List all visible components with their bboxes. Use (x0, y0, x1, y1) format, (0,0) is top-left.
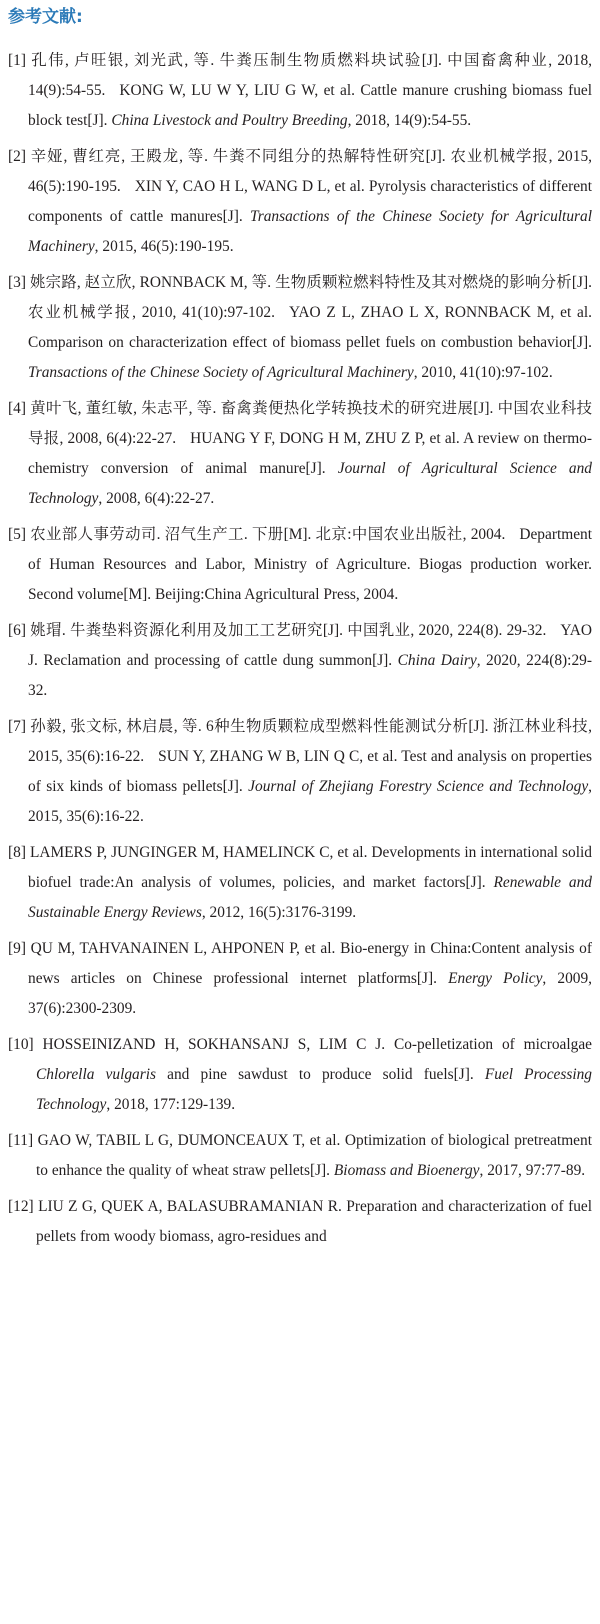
reference-item-8 (8, 838, 592, 928)
reference-item-4 (8, 394, 592, 514)
ref-english-tail: , 2018, 14(9):54-55. (347, 112, 472, 129)
ref-english: HUANG Y F, DONG H M, ZHU Z P, et al. A review on thermo-chemistry conversion of animal manure[J]. (28, 430, 593, 477)
ref-chinese: 孙毅, 张文标, 林启晨, 等. 6种生物质颗粒成型燃料性能测试分析[J]. 浙江林业科技, 2015, 35(6):16-22. (28, 718, 592, 765)
ref-number: [4] (8, 400, 26, 417)
ref-chinese: 黄叶飞, 董红敏, 朱志平, 等. 畜禽粪便热化学转换技术的研究进展[J]. 中国农业科技导报, 2008, 6(4):22-27. (28, 400, 592, 447)
ref-journal: Biomass and Bioenergy (333, 1162, 480, 1179)
ref-number: [5] (8, 526, 26, 543)
ref-number: [2] (8, 148, 26, 165)
ref-number: [8] (8, 844, 26, 861)
ref-english: YAO J. Reclamation and processing of cattle dung summon[J]. (28, 622, 592, 669)
reference-item-2 (8, 142, 592, 262)
ref-chinese: 姚宗路, 赵立欣, RONNBACK M, 等. 生物质颗粒燃料特性及其对燃烧的影响分析[J]. 农业机械学报, 2010, 41(10):97-102. (28, 274, 592, 321)
ref-english-tail: , 2012, 16(5):3176-3199. (201, 904, 357, 921)
ref-number: [6] (8, 622, 26, 639)
reference-item-10 (8, 1030, 592, 1120)
ref-journal: Fuel Processing Technology (36, 1066, 592, 1113)
ref-english: LIU Z G, QUEK A, BALASUBRAMANIAN R. Preparation and characterization of fuel pellets from woody biomass, agro-residues and (36, 1198, 593, 1245)
ref-english: LAMERS P, JUNGINGER M, HAMELINCK C, et al. Developments in international solid biofuel trade:An analysis of volumes, policies, and market factors[J]. (28, 844, 592, 891)
ref-species: Chlorella vulgaris (36, 1066, 157, 1083)
ref-journal: Journal of Agricultural Science and Technology (28, 460, 592, 507)
ref-number: [3] (8, 274, 26, 291)
ref-number: [11] (8, 1132, 34, 1149)
ref-number: [12] (8, 1198, 34, 1215)
ref-english-tail: , 2017, 97:77-89. (479, 1162, 586, 1179)
ref-english: YAO Z L, ZHAO L X, RONNBACK M, et al. Comparison on characterization effect of biomass pellet fuels on combustion behavior[J]. (28, 304, 592, 351)
reference-item-6 (8, 616, 592, 706)
ref-english: Department of Human Resources and Labor, Ministry of Agriculture. Biogas production worker. Second volume[M]. Beijing:China Agricultural Press, 2004. (28, 526, 592, 603)
ref-english-tail: , 2008, 6(4):22-27. (98, 490, 215, 507)
reference-item-7 (8, 712, 592, 832)
ref-english: KONG W, LU W Y, LIU G W, et al. Cattle manure crushing biomass fuel block test[J]. (28, 82, 592, 129)
ref-chinese: 辛娅, 曹红亮, 王殿龙, 等. 牛粪不同组分的热解特性研究[J]. 农业机械学报, 2015, 46(5):190-195. (28, 148, 592, 195)
reference-item-5 (8, 520, 592, 610)
ref-number: [7] (8, 718, 26, 735)
ref-journal: Renewable and Sustainable Energy Reviews (28, 874, 592, 921)
ref-chinese: 姚瑁. 牛粪垫料资源化利用及加工工艺研究[J]. 中国乳业, 2020, 224(8). 29-32. (30, 622, 547, 639)
reference-item-3 (8, 268, 592, 388)
ref-english: XIN Y, CAO H L, WANG D L, et al. Pyrolysis characteristics of different components of cattle manures[J]. (28, 178, 592, 225)
ref-number: [9] (8, 940, 26, 957)
ref-journal: China Livestock and Poultry Breeding (111, 112, 348, 129)
ref-english: SUN Y, ZHANG W B, LIN Q C, et al. Test and analysis on properties of six kinds of biomass pellets[J]. (28, 748, 592, 795)
ref-english-tail: , 2018, 177:129-139. (106, 1096, 236, 1113)
ref-journal: Transactions of the Chinese Society for Agricultural Machinery (28, 208, 592, 255)
ref-journal: Transactions of the Chinese Society of Agricultural Machinery (28, 364, 414, 381)
references-heading: 参考文献: (8, 7, 83, 27)
ref-english: HOSSEINIZAND H, SOKHANSANJ S, LIM C J. Co-pelletization of microalgae (42, 1036, 592, 1053)
ref-chinese: 孔伟, 卢旺银, 刘光武, 等. 牛粪压制生物质燃料块试验[J]. 中国畜禽种业, 2018, 14(9):54-55. (28, 52, 592, 99)
reference-item-12 (8, 1192, 592, 1252)
ref-journal: China Dairy (397, 652, 477, 669)
ref-journal: Journal of Zhejiang Forestry Science and Technology (248, 778, 589, 795)
ref-english-tail: , 2015, 46(5):190-195. (94, 238, 234, 255)
ref-english: QU M, TAHVANAINEN L, AHPONEN P, et al. Bio-energy in China:Content analysis of news articles on Chinese professional internet platforms[J]. (28, 940, 592, 987)
ref-english-tail: , 2010, 41(10):97-102. (413, 364, 553, 381)
ref-journal: Energy Policy (448, 970, 543, 987)
ref-english-tail: , 2015, 35(6):16-22. (28, 778, 593, 825)
ref-english: GAO W, TABIL L G, DUMONCEAUX T, et al. Optimization of biological pretreatment to enhance the quality of wheat straw pellets[J]. (36, 1132, 592, 1179)
ref-number: [1] (8, 52, 26, 69)
ref-number: [10] (8, 1036, 34, 1053)
ref-english-mid: and pine sawdust to produce solid fuels[J]. (156, 1066, 485, 1083)
ref-english-tail: , 2020, 224(8):29-32. (28, 652, 592, 699)
reference-item-11 (8, 1126, 592, 1186)
ref-chinese: 农业部人事劳动司. 沼气生产工. 下册[M]. 北京:中国农业出版社, 2004. (30, 526, 506, 543)
reference-item-9 (8, 934, 592, 1024)
ref-english-tail: , 2009, 37(6):2300-2309. (28, 970, 593, 1017)
reference-item-1 (8, 46, 592, 136)
